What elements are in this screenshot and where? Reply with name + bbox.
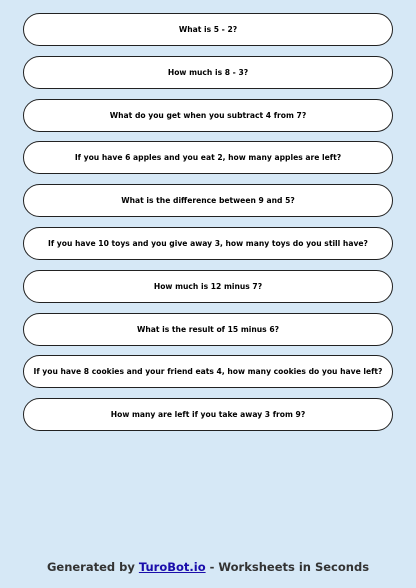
question-text: How many are left if you take away 3 from 9? <box>110 410 306 420</box>
question-text: If you have 8 cookies and your friend eats 4, how many cookies do you have left? <box>33 367 383 377</box>
question-text: What is the difference between 9 and 5? <box>121 196 295 206</box>
question-card <box>23 398 393 431</box>
question-card <box>23 313 393 346</box>
question-card <box>23 355 393 388</box>
question-card <box>23 270 393 303</box>
question-text: How much is 8 - 3? <box>167 67 249 77</box>
turobot-link[interactable]: TuroBot.io <box>138 560 206 574</box>
question-card <box>23 184 393 217</box>
question-text: What is 5 - 2? <box>178 25 238 34</box>
footer <box>0 560 416 574</box>
question-text: What is the result of 15 minus 6? <box>136 324 280 334</box>
question-card <box>23 141 393 174</box>
question-text: If you have 10 toys and you give away 3, how many toys do you still have? <box>48 238 368 248</box>
question-text: If you have 6 apples and you eat 2, how many apples are left? <box>74 153 342 163</box>
question-list <box>23 13 393 441</box>
question-card <box>23 56 393 89</box>
footer-suffix: - Worksheets in Seconds <box>205 560 370 574</box>
question-card <box>23 227 393 260</box>
question-text: What do you get when you subtract 4 from 7? <box>109 110 307 120</box>
question-text: How much is 12 minus 7? <box>153 281 263 291</box>
question-card <box>23 13 393 46</box>
question-card <box>23 99 393 132</box>
footer-prefix: Generated by <box>46 560 139 574</box>
